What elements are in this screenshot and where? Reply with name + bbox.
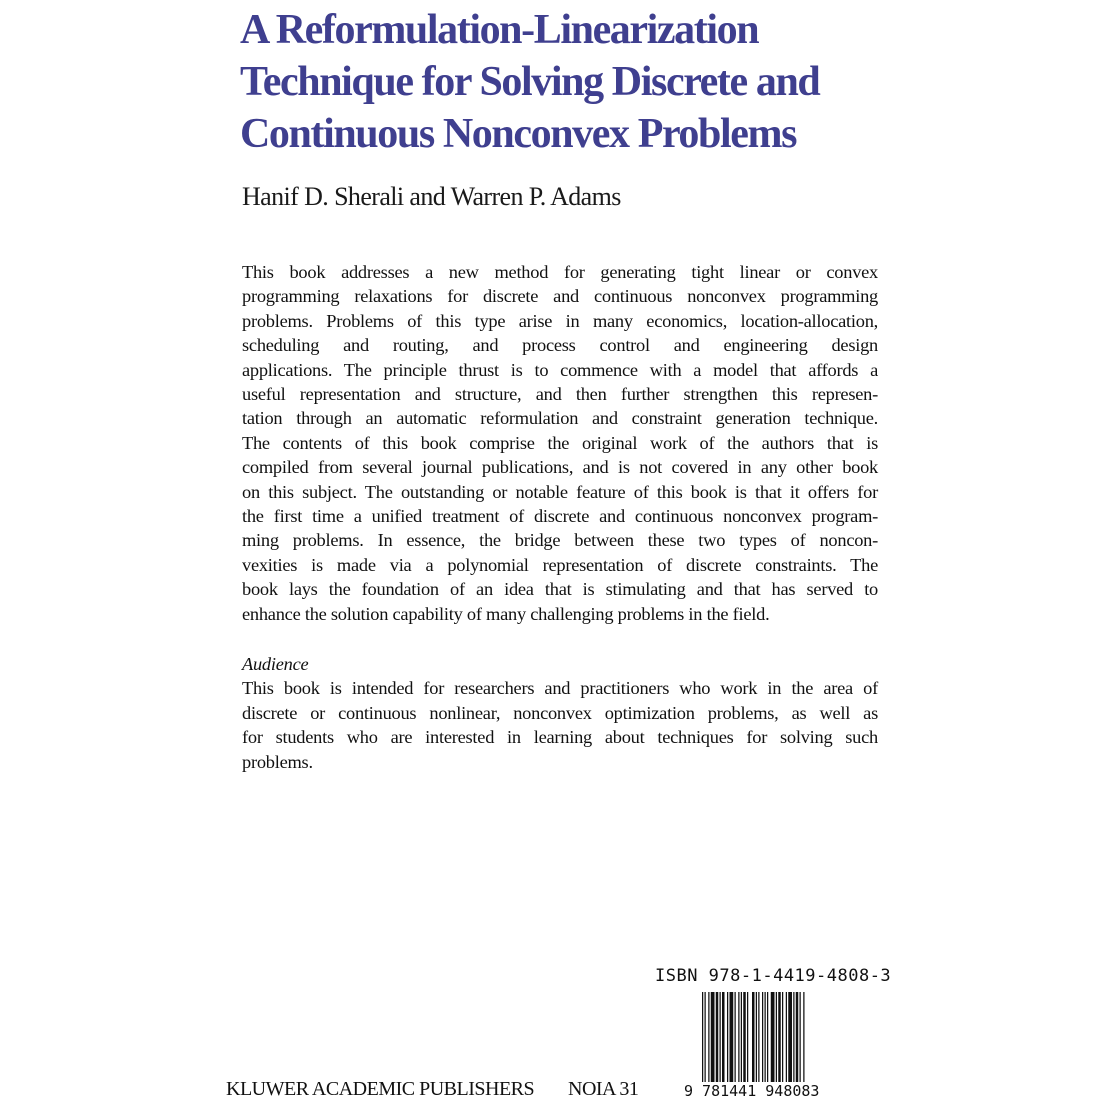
barcode-bar [771, 992, 775, 1084]
barcode-bar [727, 992, 728, 1084]
barcode-bar [782, 992, 783, 1084]
barcode-bar [796, 992, 799, 1084]
description-line: This book addresses a new method for generating tight linear or convex [242, 262, 878, 282]
barcode-bar [741, 992, 742, 1084]
barcode-bar [786, 992, 787, 1084]
description-line: problems. Problems of this type arise in many economics, location-allocation, [242, 310, 878, 331]
audience-line: This book is intended for researchers and practitioners who work in the area of [242, 678, 878, 699]
audience-section [242, 652, 878, 774]
barcode-bar [762, 992, 763, 1084]
description-line: compiled from several journal publications, and is not covered in any other book [242, 457, 878, 478]
publisher-name: KLUWER ACADEMIC PUBLISHERS [226, 1078, 535, 1100]
barcode-bar [747, 992, 748, 1084]
description-line: tation through an automatic reformulation and constraint generation technique. [242, 408, 878, 429]
audience-heading: Audience [242, 654, 309, 674]
description-line: The contents of this book comprise the original work of the authors that is [242, 432, 878, 453]
audience-line: problems. [242, 751, 313, 772]
barcode-bar [730, 992, 734, 1084]
barcode-icon [702, 992, 842, 1084]
isbn-label: ISBN 978-1-4419-4808-3 [655, 966, 892, 986]
barcode-bar [800, 992, 801, 1084]
description-line: on this subject. The outstanding or notable feature of this book is that it offers for [242, 481, 878, 502]
title-line: A Reformulation-Linearization [240, 7, 759, 53]
description-line: programming relaxations for discrete and continuous nonconvex programming [242, 286, 878, 307]
barcode-bar [767, 992, 768, 1084]
barcode-bar [743, 992, 746, 1084]
barcode-bar [720, 992, 721, 1084]
barcode-bar [702, 992, 703, 1084]
barcode-bar [765, 992, 766, 1084]
barcode-bar [705, 992, 706, 1084]
barcode-bar [711, 992, 715, 1084]
book-title [240, 4, 960, 160]
audience-line: for students who are interested in learning about techniques for solving such [242, 727, 878, 748]
description-line: applications. The principle thrust is to commence with a model that affords a [242, 359, 878, 380]
series-number: NOIA 31 [568, 1078, 639, 1100]
barcode-bar [756, 992, 757, 1084]
title-line: Technique for Solving Discrete and [240, 59, 820, 105]
barcode-bar [716, 992, 719, 1084]
description-line: the first time a unified treatment of discrete and continuous nonconvex program- [242, 506, 878, 527]
book-description [242, 260, 878, 626]
barcode-bar [722, 992, 725, 1084]
title-line: Continuous Nonconvex Problems [240, 111, 797, 157]
barcode-bar [778, 992, 781, 1084]
description-line: ming problems. In essence, the bridge between these two types of noncon- [242, 530, 878, 551]
description-line: enhance the solution capability of many challenging problems in the field. [242, 603, 770, 624]
description-line: book lays the foundation of an idea that is stimulating and that has served to [242, 579, 878, 600]
barcode-bar [738, 992, 739, 1084]
book-authors: Hanif D. Sherali and Warren P. Adams [242, 182, 621, 211]
barcode-bar [776, 992, 777, 1084]
barcode-bar [752, 992, 755, 1084]
barcode-bar [708, 992, 709, 1084]
barcode-bar [735, 992, 736, 1084]
description-line: vexities is made via a polynomial representation of discrete constraints. The [242, 554, 878, 575]
description-line: scheduling and routing, and process control and engineering design [242, 335, 878, 356]
barcode-digits: 9 781441 948083 [684, 1082, 820, 1100]
barcode-bar [788, 992, 792, 1084]
barcode-bar [803, 992, 804, 1084]
audience-line: discrete or continuous nonlinear, nonconvex optimization problems, as well as [242, 702, 878, 723]
barcode-bar [758, 992, 759, 1084]
description-line: useful representation and structure, and then further strengthen this represen- [242, 384, 878, 405]
barcode-bar [793, 992, 794, 1084]
